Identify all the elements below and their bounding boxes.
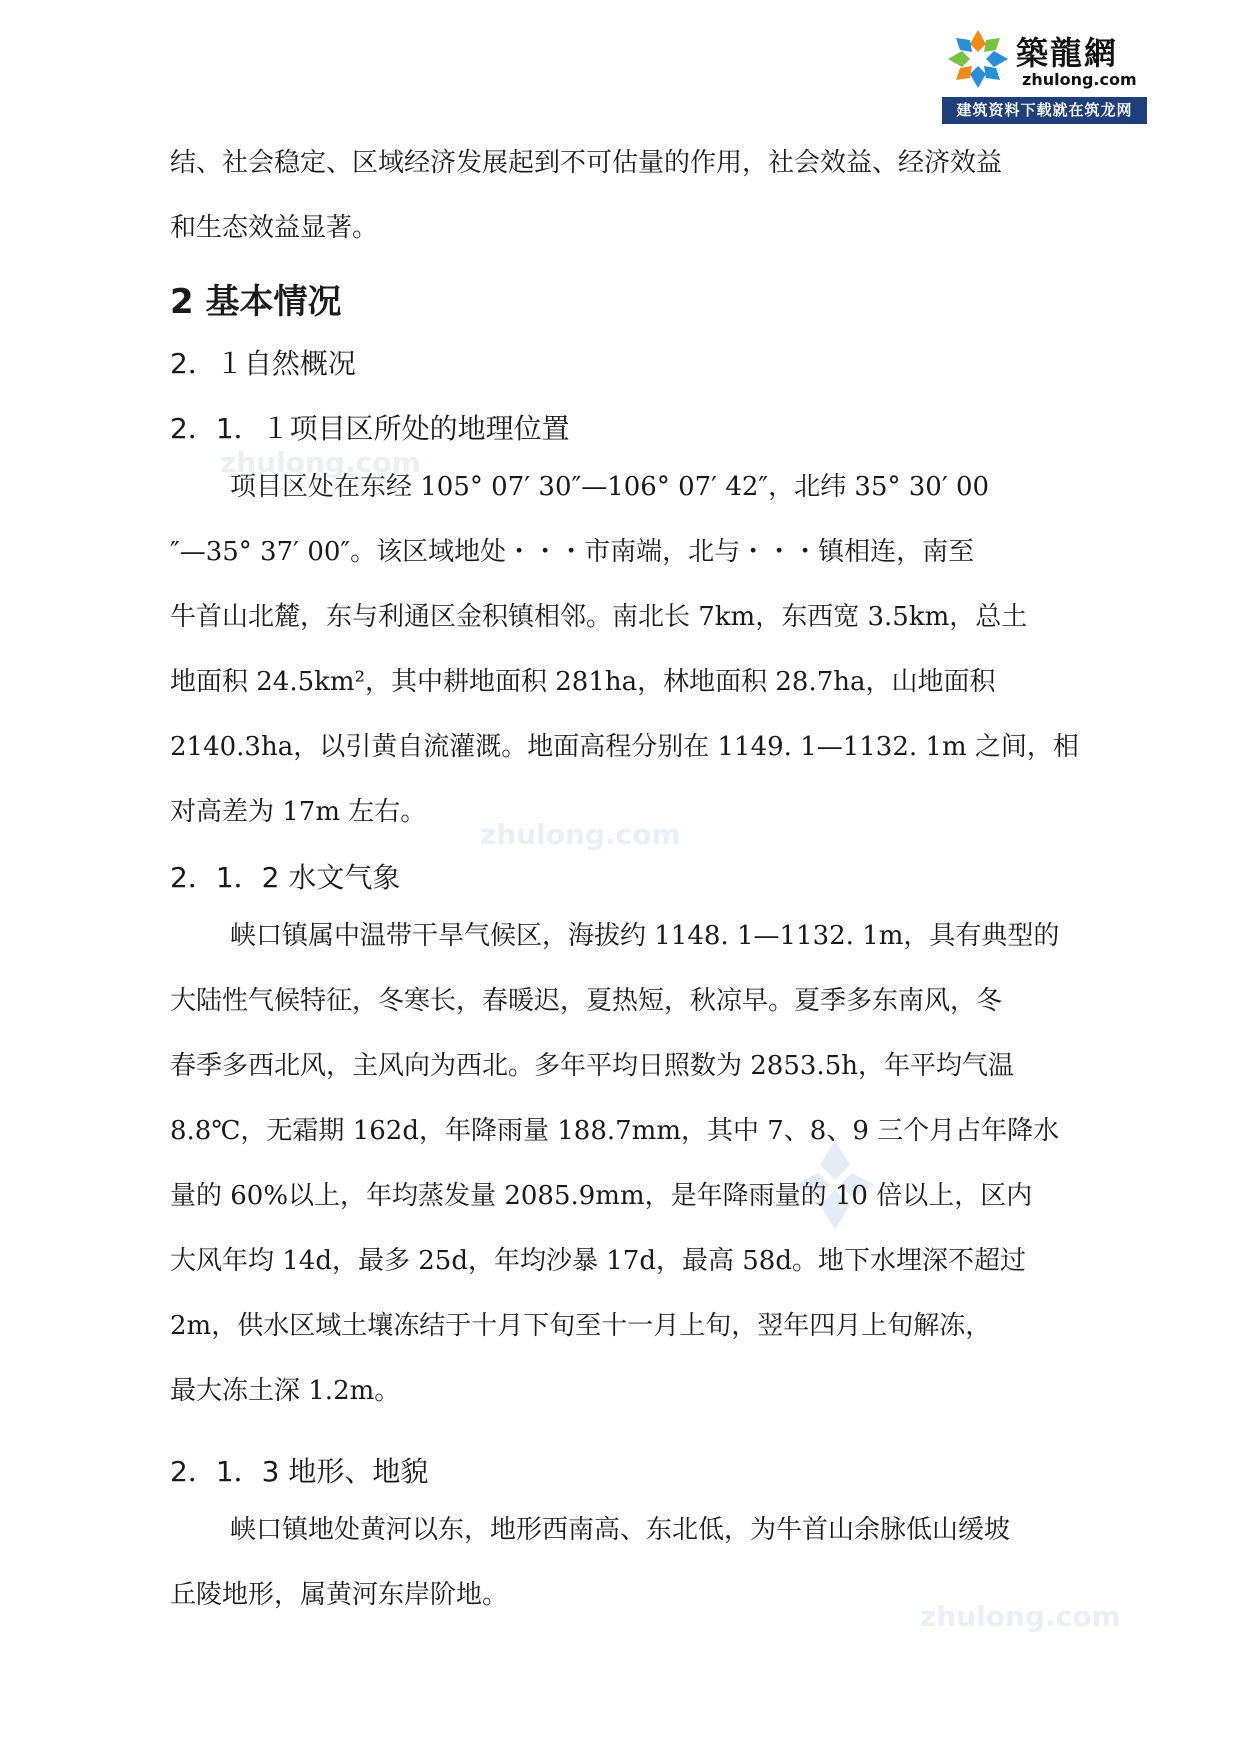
text-line: 峡口镇地处黄河以东，地形西南高、东北低，为牛首山余脉低山缓坡: [230, 1515, 1011, 1545]
text-line: ″—35° 37′ 00″。该区域地处・・・市南端，北与・・・镇相连，南至: [170, 537, 975, 567]
subsection-title: 2．１自然概况: [170, 347, 356, 380]
subsubsection-title-2-1-3: 2．1．3 地形、地貌: [170, 1455, 429, 1488]
text-line: 2140.3ha，以引黄自流灌溉。地面高程分别在 1149. 1—1132. 1m 之间，相: [170, 732, 1079, 762]
text-line: 大风年均 14d，最多 25d，年均沙暴 17d，最高 58d。地下水埋深不超过: [170, 1246, 1026, 1276]
logo-brand-en: zhulong.com: [1022, 70, 1137, 89]
text-line: 2m，供水区域土壤冻结于十月下旬至十一月上旬，翌年四月上旬解冻，: [170, 1311, 992, 1341]
logo-tagline: 建筑资料下载就在筑龙网: [942, 97, 1147, 124]
text-line: 大陆性气候特征，冬寒长，春暖迟，夏热短，秋凉早。夏季多东南风，冬: [170, 986, 1003, 1016]
logo-top: [942, 22, 1147, 96]
watermark: zhulong.com: [220, 446, 421, 479]
logo-brand-cn: 築龍網: [1016, 34, 1119, 72]
text-line: 8.8℃，无霜期 162d，年降雨量 188.7mm，其中 7、8、9 三个月占年降水: [170, 1116, 1060, 1146]
text-line: 牛首山北麓，东与利通区金积镇相邻。南北长 7km，东西宽 3.5km，总土: [170, 602, 1028, 632]
text-line: 春季多西北风，主风向为西北。多年平均日照数为 2853.5h，年平均气温: [170, 1051, 1014, 1081]
section-title: 2 基本情况: [170, 282, 342, 322]
paragraph-2-1-2: [170, 904, 1085, 1424]
text-line: 项目区处在东经 105° 07′ 30″—106° 07′ 42″，北纬 35° 30′ 00: [230, 472, 990, 502]
paragraph-2-1-3: [170, 1498, 1085, 1628]
text-line: 对高差为 17m 左右。: [170, 797, 427, 827]
subsubsection-title-2-1-2: 2．1．2 水文气象: [170, 861, 401, 894]
subsubsection-title-2-1-1: 2．1．１项目区所处的地理位置: [170, 412, 570, 445]
text-line: 峡口镇属中温带干旱气候区，海拔约 1148. 1—1132. 1m，具有典型的: [230, 921, 1060, 951]
watermark: zhulong.com: [920, 1600, 1121, 1633]
text-line: 最大冻土深 1.2m。: [170, 1376, 401, 1406]
watermark: zhulong.com: [480, 818, 681, 851]
text-line: 量的 60%以上，年均蒸发量 2085.9mm，是年降雨量的 10 倍以上，区内: [170, 1181, 1033, 1211]
intro-paragraph: [170, 131, 1085, 261]
zhulong-logo: [942, 22, 1147, 124]
text-line: 结、社会稳定、区域经济发展起到不可估量的作用，社会效益、经济效益: [170, 148, 1003, 178]
zhulong-snowflake-logo-icon: [942, 26, 1014, 92]
text-line: 和生态效益显著。: [170, 213, 379, 243]
paragraph-2-1-1: [170, 455, 1085, 845]
text-line: 地面积 24.5km²，其中耕地面积 281ha，林地面积 28.7ha，山地面积: [170, 667, 996, 697]
text-line: 丘陵地形，属黄河东岸阶地。: [170, 1580, 509, 1610]
